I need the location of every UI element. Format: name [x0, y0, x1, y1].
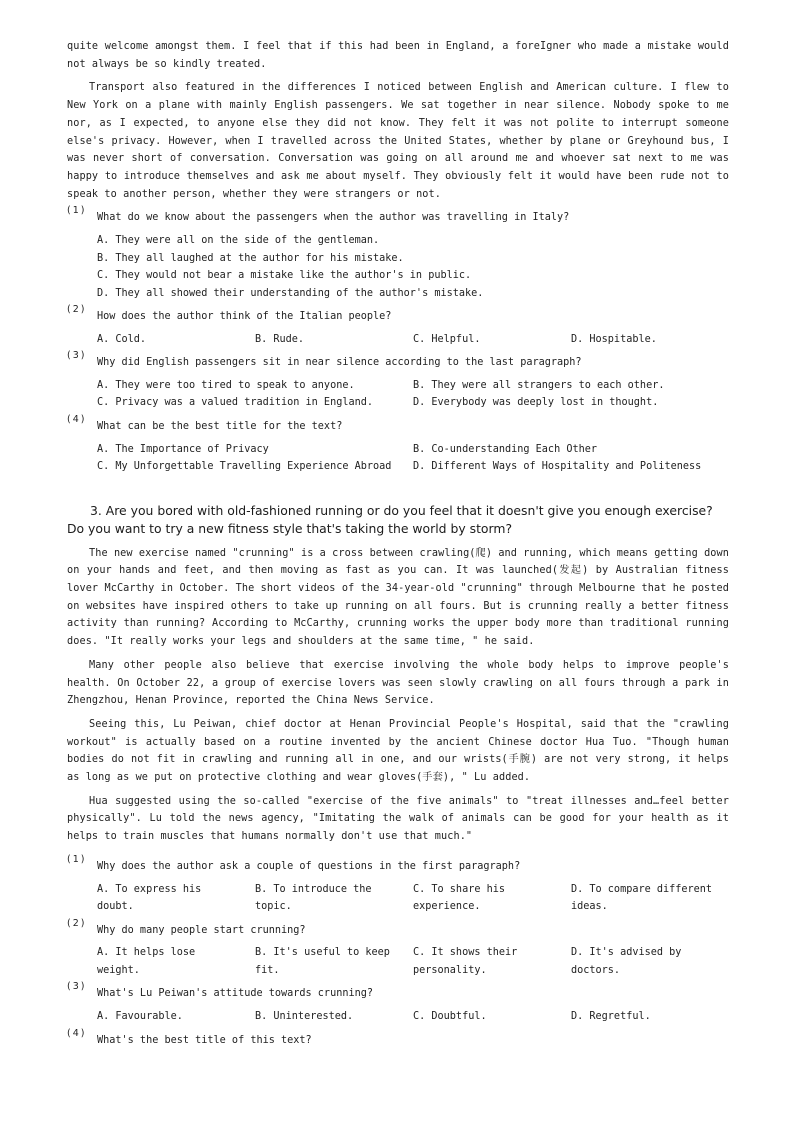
option-b[interactable]: B. It's useful to keep fit.	[255, 947, 390, 976]
passage3-paragraph-3: Seeing this, Lu Peiwan, chief doctor at Henan Provincial People's Hospital, said that the "crawling workout" is actually based on a routine invented by the ancient Chinese doctor Hua Tuo. "Though human bodies do not fit in crawling and running all in one, and our wrists(手腕) are not very strong, it helps as long as we put on protective clothing and wear gloves(手套), " Lu added.	[67, 718, 729, 784]
question-number: (1)	[67, 853, 87, 865]
question-text: Why did English passengers sit in near silence according to the last paragraph?	[97, 357, 582, 369]
passage3-question-1-options	[97, 881, 729, 916]
passage2-question-4	[67, 413, 729, 436]
passage2-question-1-options	[97, 232, 729, 302]
option-a[interactable]: A. They were all on the side of the gentleman.	[97, 235, 380, 247]
option-c[interactable]: C. It shows their personality.	[413, 947, 518, 976]
option-c[interactable]: C. To share his experience.	[413, 883, 506, 913]
passage3-question-3-options	[97, 1008, 729, 1026]
question-text: How does the author think of the Italian people?	[97, 311, 392, 323]
passage3-question-2	[67, 917, 729, 940]
option-a[interactable]: A. Favourable.	[97, 1011, 183, 1022]
passage2-question-3-options	[97, 377, 729, 412]
option-d[interactable]: D. Different Ways of Hospitality and Politeness	[413, 461, 702, 473]
option-a[interactable]: A. It helps lose weight.	[97, 947, 196, 976]
option-b[interactable]: B. They were all strangers to each other.	[413, 379, 665, 391]
option-d[interactable]: D. Hospitable.	[571, 333, 657, 345]
passage2-question-2	[67, 304, 729, 326]
option-b[interactable]: B. Co-understanding Each Other	[413, 443, 598, 455]
option-b[interactable]: B. Uninterested.	[255, 1011, 354, 1022]
passage3-heading: 3. Are you bored with old-fashioned running or do you feel that it doesn't give you enough exercise? Do you want to try a new fitness style that's taking the world by storm?	[67, 502, 713, 536]
option-a[interactable]: A. They were too tired to speak to anyone.	[97, 379, 355, 391]
option-c[interactable]: C. Doubtful.	[413, 1011, 487, 1022]
option-d[interactable]: D. They all showed their understanding of the author's mistake.	[97, 287, 484, 299]
passage3-paragraph-1: The new exercise named "crunning" is a cross between crawling(爬) and running, which means getting down on your hands and feet, and then moving as fast as you can. It was launched(发起) by Australian fitness lover McCarthy in October. The short videos of the 34-year-old "crunning" through Melbourne that he posted on websites have inspired others to take up running on all fours. But is crunning really a better fitness activity than running? According to McCarthy, crunning works the upper body more than traditional running does. "It really works your legs and shoulders at the same time, " he said.	[67, 547, 729, 648]
passage2-paragraph-1: quite welcome amongst them. I feel that if this had been in England, a foreIgner who made a mistake would not always be so kindly treated.	[67, 41, 729, 70]
question-number: (1)	[67, 205, 87, 217]
question-number: (4)	[67, 413, 87, 425]
passage2-paragraph-2: Transport also featured in the differences I noticed between English and American culture. I flew to New York on a plane with mainly English passengers. We sat together in near silence. Nobody spoke to me nor, as I expected, to anyone else they did not know. They felt it was not polite to interrupt someone else's privacy. However, when I travelled across the United States, whether by plane or Greyhound bus, I was never short of conversation. Conversation was going on all around me and whoever sat next to me was happy to introduce themselves and ask me about myself. They obviously felt it would have been rude not to speak to another person, whether they were strangers or not.	[67, 82, 729, 200]
option-c[interactable]: C. They would not bear a mistake like the author's in public.	[97, 270, 472, 282]
question-text: What can be the best title for the text?	[97, 420, 343, 432]
passage3-question-4	[67, 1027, 729, 1050]
passage3-paragraph-4: Hua suggested using the so-called "exercise of the five animals" to "treat illnesses and…feel better physically". Lu told the news agency, "Imitating the walk of animals can be good for your health as it helps to train muscles that humans normally don't use that much."	[67, 795, 729, 843]
option-b[interactable]: B. They all laughed at the author for his mistake.	[97, 252, 404, 264]
passage2-question-3	[67, 350, 729, 372]
passage2-question-4-options	[97, 441, 729, 476]
option-c[interactable]: C. My Unforgettable Travelling Experience Abroad	[97, 461, 392, 473]
exam-page	[67, 38, 729, 1049]
passage3-question-3	[67, 981, 729, 1003]
option-c[interactable]: C. Helpful.	[413, 333, 481, 345]
question-number: (2)	[67, 304, 87, 316]
option-c[interactable]: C. Privacy was a valued tradition in England.	[97, 397, 374, 409]
passage3-question-1	[67, 853, 729, 876]
passage3-question-2-options	[97, 944, 729, 979]
question-text: What's Lu Peiwan's attitude towards crunning?	[97, 988, 374, 1000]
passage3-paragraph-2: Many other people also believe that exercise involving the whole body helps to improve people's health. On October 22, a group of exercise lovers was seen slowly crawling on all fours through a park in Zhengzhou, Henan Province, reported the China News Service.	[67, 659, 729, 707]
option-a[interactable]: A. To express his doubt.	[97, 883, 202, 913]
question-text: What's the best title of this text?	[97, 1034, 312, 1046]
question-number: (3)	[67, 350, 87, 362]
question-number: (2)	[67, 917, 87, 929]
question-number: (3)	[67, 981, 87, 993]
option-d[interactable]: D. It's advised by doctors.	[571, 947, 682, 976]
option-a[interactable]: A. The Importance of Privacy	[97, 443, 269, 455]
option-d[interactable]: D. Regretful.	[571, 1011, 651, 1022]
question-text: Why does the author ask a couple of questions in the first paragraph?	[97, 860, 521, 872]
question-text: Why do many people start crunning?	[97, 924, 306, 936]
passage2-question-1	[67, 205, 729, 227]
option-b[interactable]: B. To introduce the topic.	[255, 883, 372, 913]
question-number: (4)	[67, 1027, 87, 1039]
option-b[interactable]: B. Rude.	[255, 333, 305, 345]
question-text: What do we know about the passengers when the author was travelling in Italy?	[97, 212, 570, 224]
passage2-question-2-options	[97, 331, 729, 349]
option-d[interactable]: D. To compare different ideas.	[571, 883, 713, 913]
option-a[interactable]: A. Cold.	[97, 333, 147, 345]
option-d[interactable]: D. Everybody was deeply lost in thought.	[413, 397, 659, 409]
